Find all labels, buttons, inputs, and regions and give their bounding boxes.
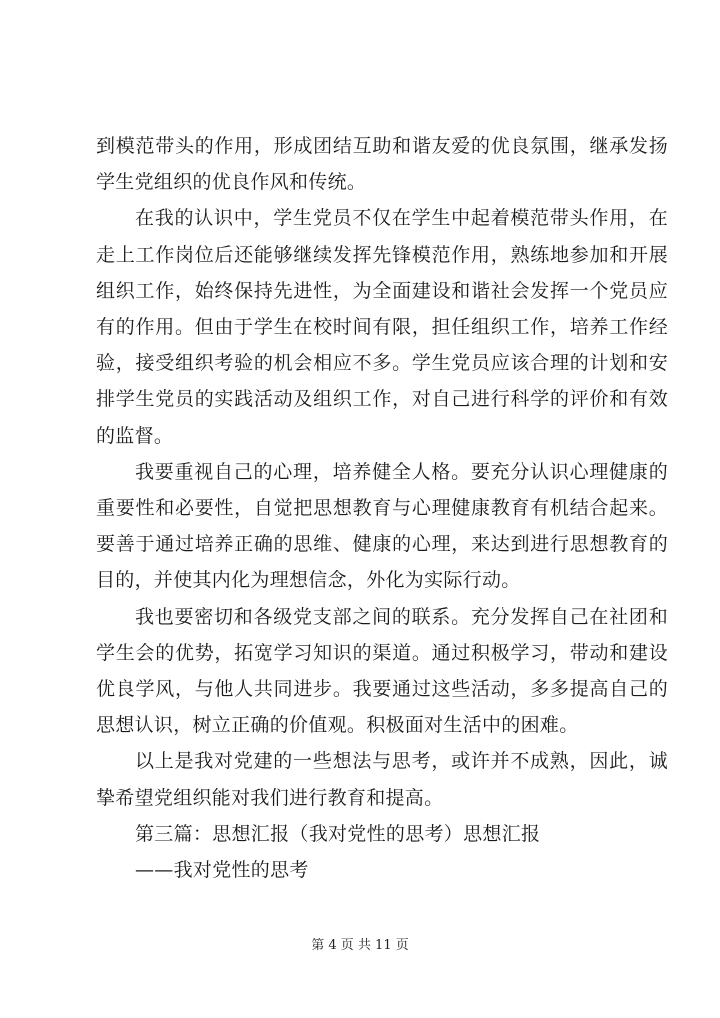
paragraph-3: 我要重视自己的心理，培养健全人格。要充分认识心理健康的重要性和必要性，自觉把思想教育与心理健康教育有机结合起来。要善于通过培养正确的思维、健康的心理，来达到进行思想教育的目的，并使其内化为理想信念，外化为实际行动。: [96, 460, 668, 592]
paragraph-5: 以上是我对党建的一些想法与思考，或许并不成熟，因此，诚挚希望党组织能对我们进行教育和提高。: [96, 750, 668, 809]
section-subtitle: ——我对党性的思考: [135, 859, 309, 882]
section-heading: 第三篇：思想汇报（我对党性的思考）思想汇报: [135, 822, 541, 845]
paragraph-2: 在我的认识中，学生党员不仅在学生中起着模范带头作用，在走上工作岗位后还能够继续发挥先锋模范作用，熟练地参加和开展组织工作，始终保持先进性，为全面建设和谐社会发挥一个党员应有的作用。但由于学生在校时间有限，担任组织工作，培养工作经验，接受组织考验的机会相应不多。学生党员应该合理的计划和安排学生党员的实践活动及组织工作，对自己进行科学的评价和有效的监督。: [96, 207, 668, 447]
paragraph-1: 到模范带头的作用，形成团结互助和谐友爱的优良氛围，继承发扬学生党组织的优良作风和传统。: [96, 135, 668, 194]
page-number-footer: 第 4 页 共 11 页: [311, 938, 409, 953]
document-body: [96, 128, 668, 888]
paragraph-4: 我也要密切和各级党支部之间的联系。充分发挥自己在社团和学生会的优势，拓宽学习知识的渠道。通过积极学习，带动和建设优良学风，与他人共同进步。我要通过这些活动，多多提高自己的思想认识，树立正确的价值观。积极面对生活中的困难。: [96, 605, 668, 737]
